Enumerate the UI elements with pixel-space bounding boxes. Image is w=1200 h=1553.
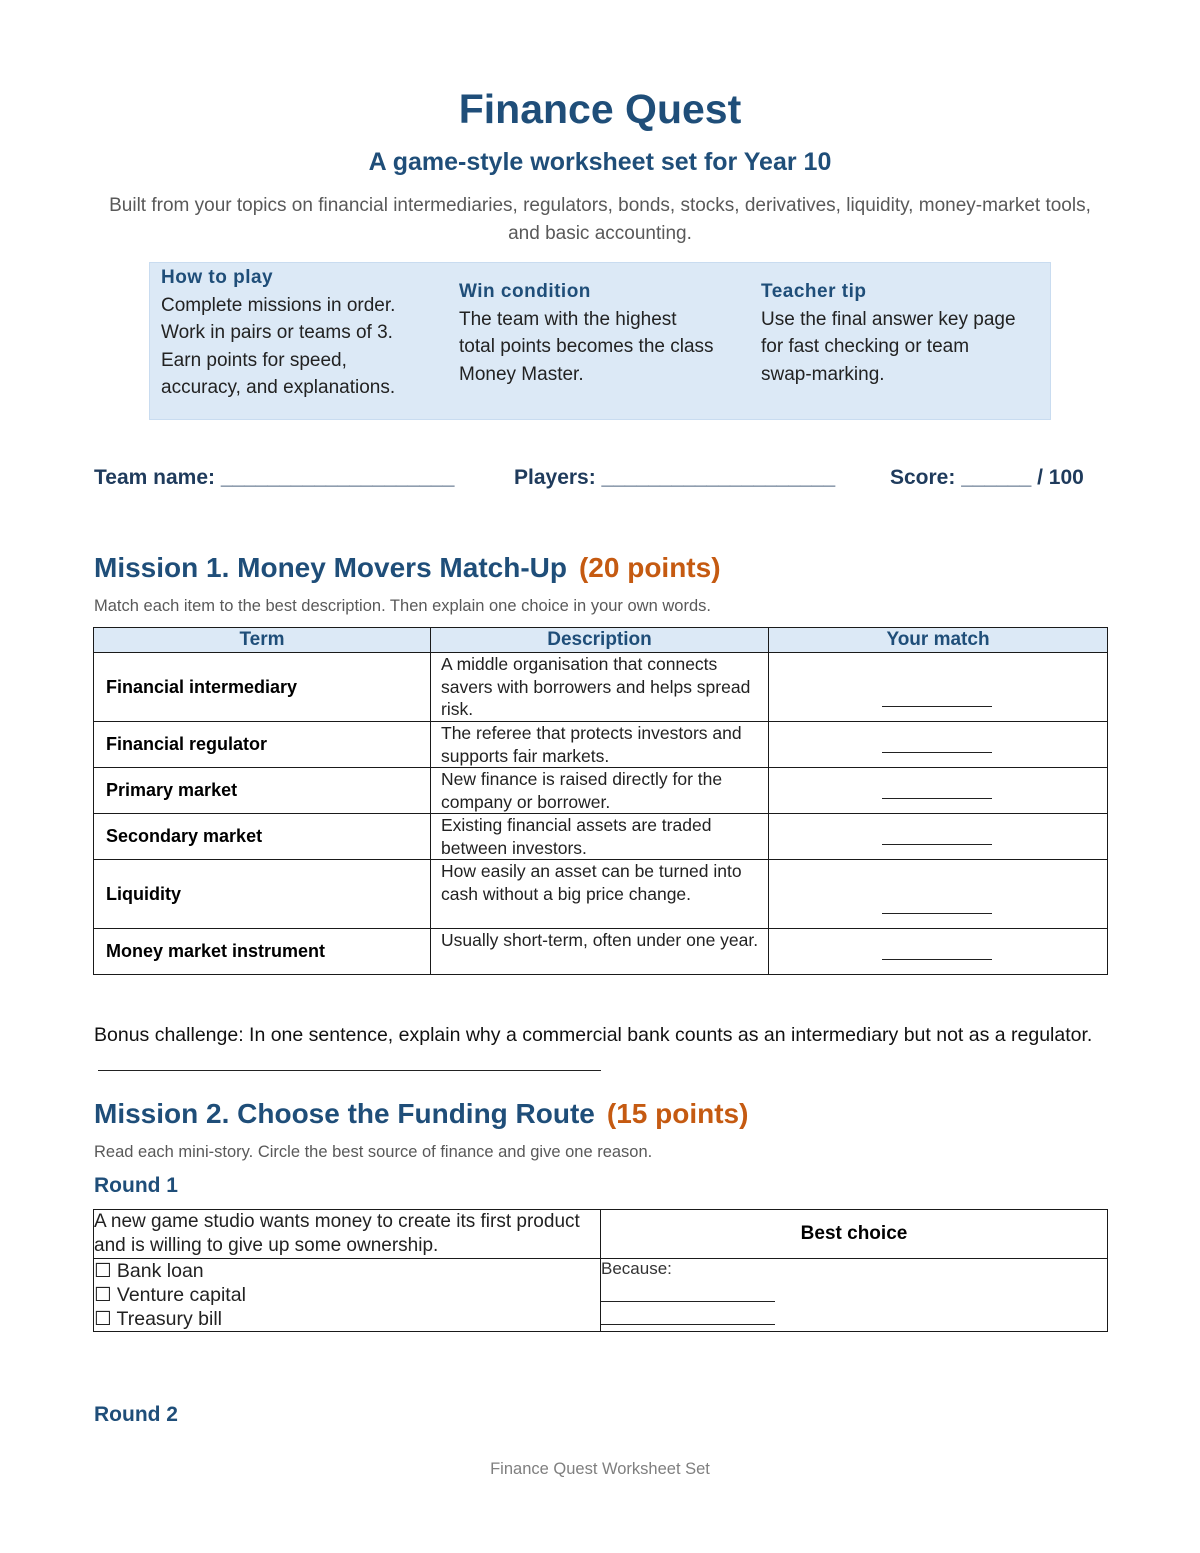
bonus-answer-blank[interactable] [98, 1050, 601, 1071]
teacher-tip-column [761, 278, 1046, 388]
bonus-challenge-text: Bonus challenge: In one sentence, explain why a commercial bank counts as an intermediary but not as a regulator. [94, 1024, 1093, 1046]
table-row [94, 768, 1108, 814]
mission-2-instructions: Read each mini-story. Circle the best source of finance and give one reason. [94, 1143, 653, 1161]
because-answer-line[interactable] [601, 1279, 775, 1302]
description-cell: Existing financial assets are traded between investors. [431, 814, 769, 860]
how-to-play-line: accuracy, and explanations. [161, 377, 396, 398]
answer-blank[interactable] [882, 959, 992, 960]
table-header-row [94, 628, 1108, 653]
column-header-description: Description [431, 628, 769, 653]
score-field[interactable]: Score: ______ / 100 [890, 466, 1084, 489]
term-cell: Secondary market [94, 814, 431, 860]
term-cell: Money market instrument [94, 929, 431, 975]
description-cell: How easily an asset can be turned into cash without a big price change. [431, 860, 769, 929]
answer-cell[interactable] [769, 860, 1108, 929]
answer-cell[interactable] [769, 722, 1108, 768]
mission-2-points: (15 points) [606, 1098, 749, 1129]
term-cell: Financial intermediary [94, 653, 431, 722]
table-row [94, 653, 1108, 722]
players-field[interactable]: Players: ____________________ [514, 466, 836, 489]
because-cell [601, 1259, 1108, 1332]
win-condition-line: Money Master. [459, 363, 584, 385]
page-subtitle: A game-style worksheet set for Year 10 [368, 148, 832, 176]
intro-text: Built from your topics on financial intermediaries, regulators, bonds, stocks, derivatives, liquidity, money-market tools, and basic accounting. [109, 195, 1091, 244]
description-cell: The referee that protects investors and supports fair markets. [431, 722, 769, 768]
description-cell: New finance is raised directly for the company or borrower. [431, 768, 769, 814]
term-cell: Primary market [94, 768, 431, 814]
win-condition-line: The team with the highest [459, 308, 677, 330]
round-2-label: Round 2 [94, 1403, 178, 1426]
table-row [94, 722, 1108, 768]
answer-blank[interactable] [882, 798, 992, 799]
round-1-options-row [94, 1259, 1108, 1332]
mission-2-title: Mission 2. Choose the Funding Route [94, 1098, 595, 1129]
answer-cell[interactable] [769, 653, 1108, 722]
answer-cell[interactable] [769, 814, 1108, 860]
mission-1-heading [94, 550, 721, 586]
teacher-tip-line: for fast checking or team [761, 336, 970, 357]
how-to-play-line: Work in pairs or teams of 3. [161, 322, 393, 343]
description-cell: A middle organisation that connects savers with borrowers and helps spread risk. [431, 653, 769, 722]
column-header-your-match: Your match [769, 628, 1108, 653]
team-info-line [94, 466, 1104, 496]
term-cell: Liquidity [94, 860, 431, 929]
how-to-play-line: Earn points for speed, [161, 349, 347, 371]
term-cell: Financial regulator [94, 722, 431, 768]
answer-cell[interactable] [769, 768, 1108, 814]
mission-1-title: Mission 1. Money Movers Match-Up [94, 552, 567, 583]
bonus-challenge [94, 1022, 1104, 1079]
team-name-field[interactable]: Team name: ____________________ [94, 466, 455, 489]
round-1-story-row [94, 1210, 1108, 1259]
how-to-play-heading: How to play [161, 267, 274, 288]
description-cell: Usually short-term, often under one year. [431, 929, 769, 975]
best-choice-header: Best choice [601, 1210, 1108, 1259]
because-answer-line[interactable] [601, 1302, 775, 1325]
table-row [94, 929, 1108, 975]
table-row [94, 814, 1108, 860]
round-1-table [93, 1209, 1108, 1332]
teacher-tip-heading: Teacher tip [761, 281, 867, 302]
match-up-table [93, 627, 1108, 975]
answer-blank[interactable] [882, 752, 992, 753]
win-condition-line: total points becomes the class [459, 336, 714, 357]
teacher-tip-line: Use the final answer key page [761, 308, 1016, 330]
mission-1-instructions: Match each item to the best description. Then explain one choice in your own words. [94, 597, 711, 615]
round-1-story: A new game studio wants money to create its first product and is willing to give up some ownership. [94, 1210, 601, 1259]
page-footer: Finance Quest Worksheet Set [490, 1460, 710, 1478]
table-row [94, 860, 1108, 929]
answer-blank[interactable] [882, 844, 992, 845]
how-to-play-column [161, 264, 441, 402]
teacher-tip-line: swap-marking. [761, 363, 885, 385]
option-checkbox[interactable]: ☐ Treasury bill [94, 1308, 223, 1330]
info-box [149, 262, 1051, 420]
column-header-term: Term [94, 628, 431, 653]
answer-blank[interactable] [882, 913, 992, 914]
round-1-label: Round 1 [94, 1174, 178, 1197]
option-checkbox[interactable]: ☐ Venture capital [94, 1284, 246, 1306]
mission-2-heading [94, 1096, 748, 1132]
win-condition-heading: Win condition [459, 281, 591, 302]
page-title: Finance Quest [458, 86, 742, 132]
answer-cell[interactable] [769, 929, 1108, 975]
round-1-options [94, 1259, 601, 1332]
win-condition-column [459, 278, 749, 388]
because-label: Because: [601, 1259, 672, 1278]
option-checkbox[interactable]: ☐ Bank loan [94, 1260, 204, 1282]
how-to-play-line: Complete missions in order. [161, 294, 396, 316]
mission-1-points: (20 points) [578, 552, 721, 583]
answer-blank[interactable] [882, 706, 992, 707]
